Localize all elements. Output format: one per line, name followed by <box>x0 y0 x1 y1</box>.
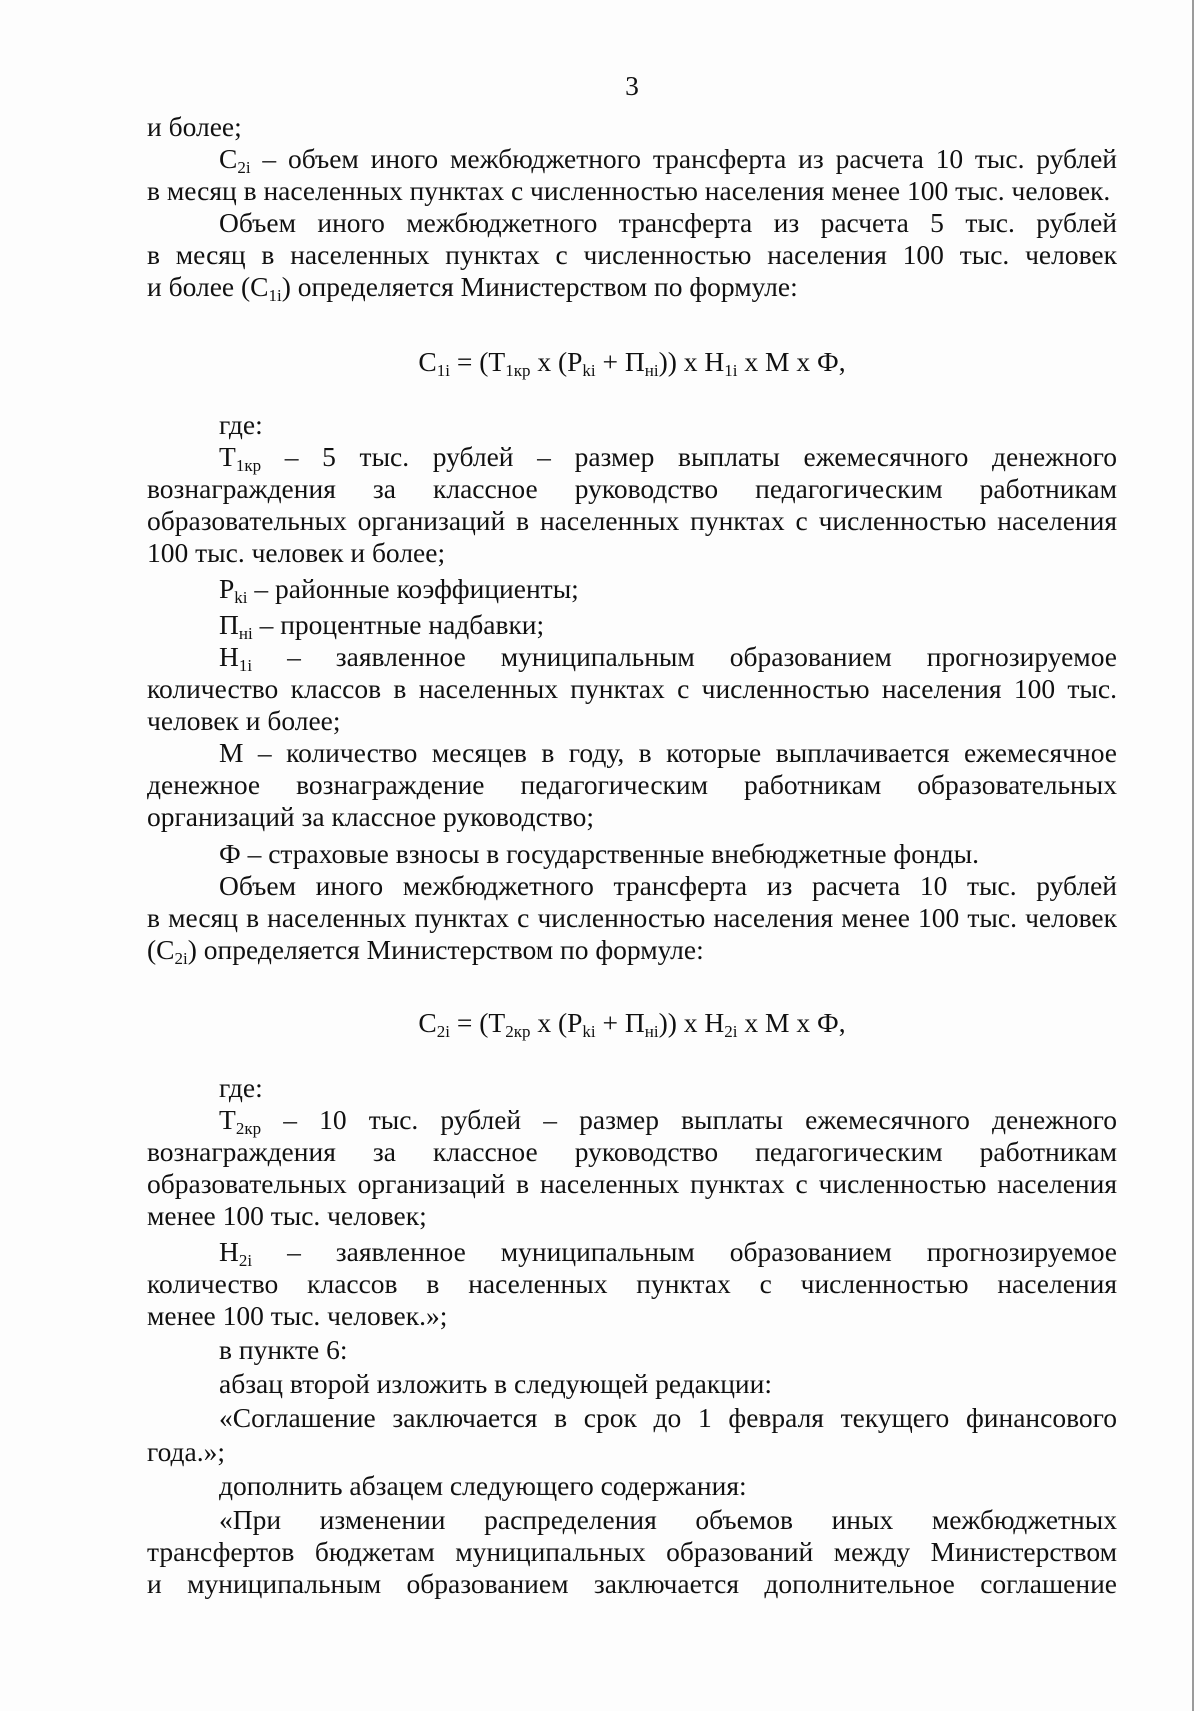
subscript: нi <box>238 624 253 643</box>
text-run: Объем иного межбюджетного трансферта из расчета 5 тыс. рублей <box>219 207 1117 238</box>
text-line <box>219 1402 1117 1434</box>
text-run: H <box>219 1236 239 1267</box>
text-line <box>147 705 341 737</box>
subscript: ki <box>234 588 248 607</box>
subscript: 2кр <box>505 1022 531 1041</box>
text-run: M – количество месяцев в году, в которые выплачивается ежемесячное <box>219 737 1117 768</box>
text-line <box>219 838 979 870</box>
text-run: образовательных организаций в населенных пунктах с численностью населения <box>147 505 1117 536</box>
subscript: 2i <box>174 949 188 968</box>
scan-edge-line <box>1192 0 1194 1711</box>
text-run: вознаграждения за классное руководство педагогическим работникам <box>147 1136 1117 1167</box>
text-run: и муниципальным образованием заключается дополнительное соглашение <box>147 1568 1117 1599</box>
subscript: 2i <box>238 1251 253 1270</box>
text-line <box>147 271 798 303</box>
text-line <box>219 573 579 605</box>
text-run: ) определяется Министерством по формуле: <box>187 934 704 965</box>
text-line <box>147 1300 447 1332</box>
page-number: 3 <box>625 70 639 101</box>
text-run: + П <box>595 346 645 377</box>
text-line <box>147 801 594 833</box>
text-run: – заявленное муниципальным образованием прогнозируемое <box>252 1236 1117 1267</box>
text-line <box>147 175 1110 207</box>
text-run: + П <box>595 1007 645 1038</box>
subscript: ki <box>582 361 596 380</box>
text-line <box>147 1136 1117 1168</box>
text-line <box>147 934 704 966</box>
text-run: T <box>219 441 236 472</box>
text-run: = (T <box>449 346 506 377</box>
text-line <box>219 641 1117 673</box>
formula-c2i <box>147 1007 1117 1039</box>
text-line <box>219 1236 1117 1268</box>
subscript: 2кр <box>235 1119 262 1138</box>
text-line <box>219 609 544 641</box>
subscript: 1кр <box>505 361 531 380</box>
text-run: и более (C <box>147 271 269 302</box>
text-run: количество классов в населенных пунктах с численностью населения 100 тыс. <box>147 673 1117 704</box>
text-line <box>147 1536 1117 1568</box>
text-run: «При изменении распределения объемов иных межбюджетных <box>219 1504 1117 1535</box>
text-run: C <box>418 346 437 377</box>
text-run: в пункте 6: <box>219 1334 348 1365</box>
text-run: = (T <box>449 1007 506 1038</box>
text-run: денежное вознаграждение педагогическим работникам образовательных <box>147 769 1117 800</box>
text-run: где: <box>219 1072 263 1103</box>
text-run: в месяц в населенных пунктах с численностью населения 100 тыс. человек <box>147 239 1117 270</box>
subscript: 1кр <box>235 456 262 475</box>
text-run: – 10 тыс. рублей – размер выплаты ежемесячного денежного <box>261 1104 1117 1135</box>
text-run: вознаграждения за классное руководство педагогическим работникам <box>147 473 1117 504</box>
text-run: где: <box>219 409 263 440</box>
text-line <box>147 673 1117 705</box>
text-line <box>147 239 1117 271</box>
subscript: 2i <box>237 158 251 177</box>
text-run: трансфертов бюджетам муниципальных образований между Министерством <box>147 1536 1117 1567</box>
subscript: 2i <box>724 1022 738 1041</box>
text-line <box>147 902 1117 934</box>
text-run: x M x Ф, <box>737 1007 846 1038</box>
subscript: нi <box>644 361 659 380</box>
text-run: человек и более; <box>147 705 341 736</box>
text-run: Объем иного межбюджетного трансферта из расчета 10 тыс. рублей <box>219 870 1117 901</box>
text-run: и более; <box>147 111 242 142</box>
subscript: 1i <box>268 286 282 305</box>
subscript: нi <box>644 1022 659 1041</box>
text-run: x (P <box>530 346 583 377</box>
subscript: ki <box>582 1022 596 1041</box>
text-run: – процентные надбавки; <box>252 609 545 640</box>
text-run: C <box>418 1007 437 1038</box>
text-run: в месяц в населенных пунктах с численностью населения менее 100 тыс. человек. <box>147 175 1111 206</box>
text-run: организаций за классное руководство; <box>147 801 595 832</box>
text-line <box>219 143 1117 175</box>
text-line <box>219 870 1117 902</box>
text-run: 100 тыс. человек и более; <box>147 537 446 568</box>
text-run: )) x H <box>658 346 725 377</box>
text-line <box>219 737 1117 769</box>
text-run: – заявленное муниципальным образованием прогнозируемое <box>252 641 1117 672</box>
text-line <box>147 1568 1117 1600</box>
text-line <box>147 1168 1117 1200</box>
text-run: x M x Ф, <box>737 346 846 377</box>
text-run: абзац второй изложить в следующей редакции: <box>219 1368 773 1399</box>
text-line <box>147 473 1117 505</box>
text-line <box>219 1368 772 1400</box>
text-line <box>219 207 1117 239</box>
text-run: количество классов в населенных пунктах с численностью населения <box>147 1268 1117 1299</box>
text-run: – объем иного межбюджетного трансферта из расчета 10 тыс. рублей <box>250 143 1117 174</box>
text-run: в месяц в населенных пунктах с численностью населения менее 100 тыс. человек <box>147 902 1117 933</box>
text-line <box>147 537 445 569</box>
text-line <box>147 1200 427 1232</box>
text-run: P <box>219 573 235 604</box>
text-line <box>147 111 242 143</box>
text-run: Ф – страховые взносы в государственные внебюджетные фонды. <box>219 838 980 869</box>
text-line <box>219 409 263 441</box>
text-run: года.»; <box>147 1436 226 1467</box>
text-run: )) x H <box>658 1007 725 1038</box>
subscript: 1i <box>724 361 738 380</box>
text-run: ) определяется Министерством по формуле: <box>281 271 798 302</box>
text-line <box>219 1104 1117 1136</box>
subscript: 1i <box>238 656 253 675</box>
text-run: П <box>219 609 239 640</box>
formula-c1i <box>147 346 1117 378</box>
text-run: – 5 тыс. рублей – размер выплаты ежемесячного денежного <box>261 441 1117 472</box>
text-line <box>219 1334 348 1366</box>
text-run: x (P <box>530 1007 583 1038</box>
text-run: C <box>219 143 238 174</box>
subscript: 1i <box>436 361 450 380</box>
text-line <box>147 1436 225 1468</box>
text-line <box>147 1268 1117 1300</box>
text-line <box>219 1072 263 1104</box>
text-run: образовательных организаций в населенных пунктах с численностью населения <box>147 1168 1117 1199</box>
text-run: – районные коэффициенты; <box>247 573 579 604</box>
text-line <box>219 441 1117 473</box>
text-run: менее 100 тыс. человек; <box>147 1200 427 1231</box>
text-run: «Соглашение заключается в срок до 1 февраля текущего финансового <box>219 1402 1117 1433</box>
text-line <box>147 769 1117 801</box>
text-line <box>147 505 1117 537</box>
text-line <box>219 1504 1117 1536</box>
text-run: T <box>219 1104 236 1135</box>
text-run: менее 100 тыс. человек.»; <box>147 1300 448 1331</box>
text-line <box>219 1470 747 1502</box>
text-run: дополнить абзацем следующего содержания: <box>219 1470 747 1501</box>
subscript: 2i <box>436 1022 450 1041</box>
text-run: (C <box>147 934 175 965</box>
text-run: H <box>219 641 239 672</box>
